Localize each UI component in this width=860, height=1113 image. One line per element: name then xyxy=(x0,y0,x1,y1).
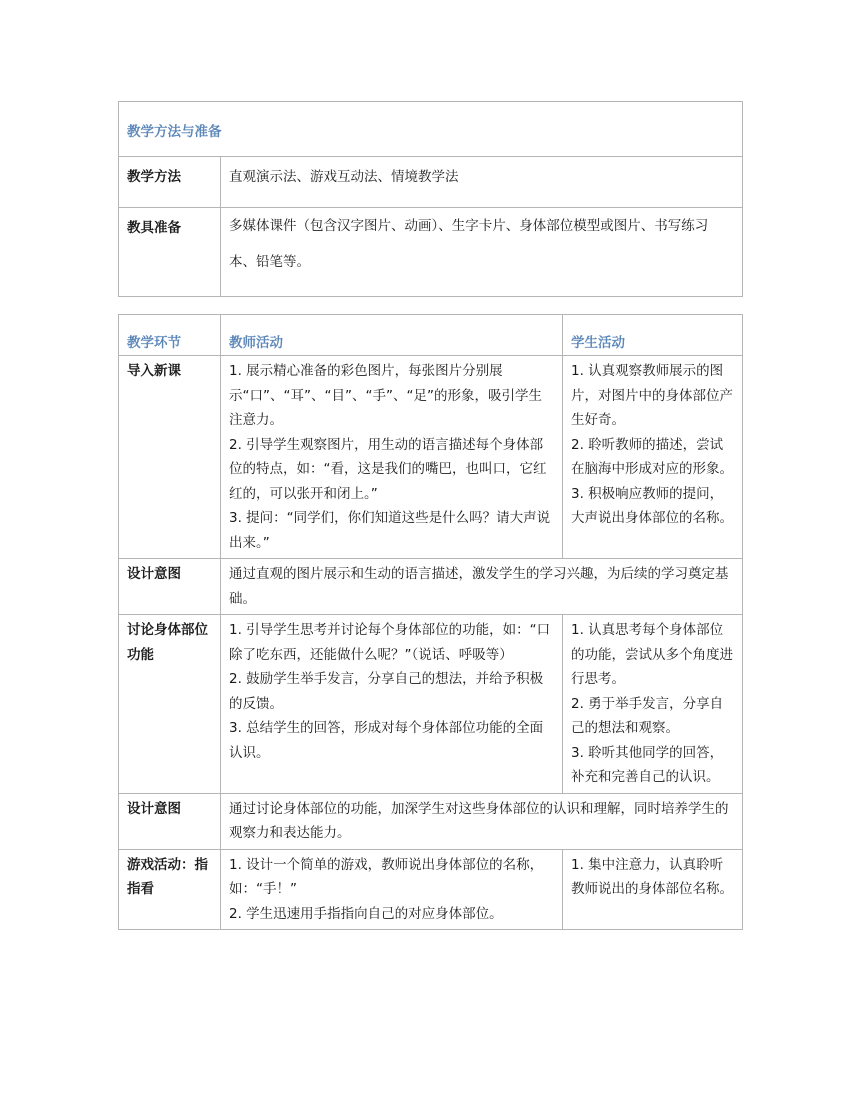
row-value xyxy=(221,208,743,297)
teacher-step: 3. 总结学生的回答，形成对每个身体部位功能的全面认识。 xyxy=(229,720,544,761)
teacher-activity xyxy=(221,615,563,794)
header-stage: 教学环节 xyxy=(119,315,221,356)
teacher-activity xyxy=(221,849,563,930)
student-step: 3. 积极响应教师的提问，大声说出身体部位的名称。 xyxy=(571,485,733,526)
teacher-activity xyxy=(221,356,563,559)
methods-table-title: 教学方法与准备 xyxy=(119,102,743,157)
student-step: 2. 勇于举手发言，分享自己的想法和观察。 xyxy=(571,695,724,736)
table-row xyxy=(119,559,743,615)
table-row xyxy=(119,849,743,930)
teacher-step: 2. 鼓励学生举手发言，分享自己的想法，并给予积极的反馈。 xyxy=(229,671,544,712)
table-header-row xyxy=(119,315,743,356)
design-intent: 通过讨论身体部位的功能，加深学生对这些身体部位的认识和理解，同时培养学生的观察力和表达能力。 xyxy=(221,793,743,849)
student-step: 3. 聆听其他同学的回答，补充和完善自己的认识。 xyxy=(571,744,724,785)
student-step: 1. 集中注意力，认真聆听教师说出的身体部位名称。 xyxy=(571,856,733,897)
row-value-text: 多媒体课件（包含汉字图片、动画）、生字卡片、身体部位模型或图片、书写练习本、铅笔等。 xyxy=(229,218,709,270)
teacher-step: 1. 引导学生思考并讨论每个身体部位的功能，如：“口除了吃东西，还能做什么呢？”（说话、呼吸等） xyxy=(229,622,551,663)
header-teacher: 教师活动 xyxy=(221,315,563,356)
teacher-step: 2. 学生迅速用手指指向自己的对应身体部位。 xyxy=(229,905,503,922)
table-row xyxy=(119,157,743,208)
student-step: 1. 认真思考每个身体部位的功能，尝试从多个角度进行思考。 xyxy=(571,622,733,687)
student-activity xyxy=(563,356,743,559)
student-activity xyxy=(563,849,743,930)
row-value: 直观演示法、游戏互动法、情境教学法 xyxy=(221,157,743,208)
row-label: 教学方法 xyxy=(119,157,221,208)
table-row xyxy=(119,615,743,794)
student-step: 2. 聆听教师的描述，尝试在脑海中形成对应的形象。 xyxy=(571,436,733,477)
table-row xyxy=(119,356,743,559)
row-label: 教具准备 xyxy=(119,208,221,297)
design-intent: 通过直观的图片展示和生动的语言描述，激发学生的学习兴趣，为后续的学习奠定基础。 xyxy=(221,559,743,615)
design-label: 设计意图 xyxy=(119,793,221,849)
table-row xyxy=(119,208,743,297)
teacher-step: 1. 展示精心准备的彩色图片，每张图片分别展示“口”、“耳”、“目”、“手”、“足”的形象，吸引学生注意力。 xyxy=(229,363,542,428)
stage-label: 导入新课 xyxy=(119,356,221,559)
student-activity xyxy=(563,615,743,794)
process-table xyxy=(118,314,743,930)
methods-table xyxy=(118,101,743,297)
teacher-step: 3. 提问：“同学们，你们知道这些是什么吗？请大声说出来。” xyxy=(229,510,551,551)
header-student: 学生活动 xyxy=(563,315,743,356)
student-step: 1. 认真观察教师展示的图片，对图片中的身体部位产生好奇。 xyxy=(571,363,733,428)
table-row xyxy=(119,793,743,849)
teacher-step: 1. 设计一个简单的游戏，教师说出身体部位的名称，如：“手！” xyxy=(229,856,544,897)
teacher-step: 2. 引导学生观察图片，用生动的语言描述每个身体部位的特点，如：“看，这是我们的嘴巴，也叫口，它红红的，可以张开和闭上。” xyxy=(229,436,547,502)
stage-label: 游戏活动：指指看 xyxy=(119,849,221,930)
stage-label: 讨论身体部位功能 xyxy=(119,615,221,794)
design-label: 设计意图 xyxy=(119,559,221,615)
